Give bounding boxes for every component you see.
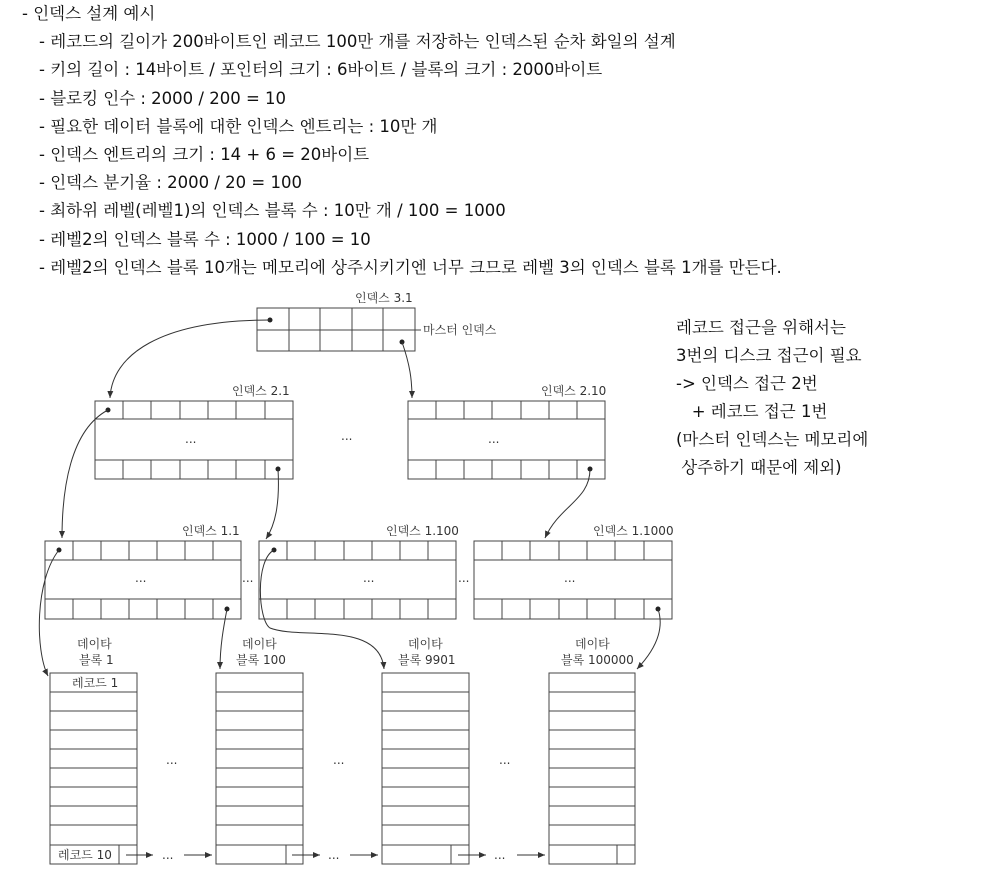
first-record-label: 레코드 1 [72,676,119,690]
access-note-line: -> 인덱스 접근 2번 [676,374,818,393]
ellipsis: ... [162,848,174,862]
ellipsis: ... [166,753,178,767]
data-block-100000 [549,673,635,864]
ellipsis: ... [135,571,147,585]
index-1-100-label: 인덱스 1.100 [386,524,459,538]
index-2-10-label: 인덱스 2.10 [541,384,607,398]
data-block-label: 데이타 [77,637,112,651]
ellipsis: ... [458,571,470,585]
last-record-label: 레코드 10 [58,848,112,862]
data-block-9901 [382,673,469,864]
note-item: - 최하위 레벨(레벨1)의 인덱스 블록 수 : 10만 개 / 100 = 1000 [39,201,506,221]
data-block-label: 블록 9901 [398,653,456,667]
pointer-arrows [39,320,660,676]
ellipsis: ... [185,432,197,446]
access-note-line: 3번의 디스크 접근이 필요 [676,346,862,365]
ellipsis: ... [341,429,353,443]
ellipsis: ... [494,848,506,862]
data-block-label: 블록 100 [236,653,286,667]
data-block-label: 데이타 [408,637,443,651]
data-block-100 [216,673,303,864]
ellipsis: ... [363,571,375,585]
index-2-1-label: 인덱스 2.1 [232,384,290,398]
ellipsis: ... [328,848,340,862]
note-item: - 레코드의 길이가 200바이트인 레코드 100만 개를 저장하는 인덱스된 순차 화일의 설계 [39,32,676,52]
access-note-line: + 레코드 접근 1번 [676,402,828,421]
ellipsis: ... [564,571,576,585]
note-item: - 레벨2의 인덱스 블록 10개는 메모리에 상주시키기엔 너무 크므로 레벨 3의 인덱스 블록 1개를 만든다. [39,257,782,277]
ellipsis: ... [499,753,511,767]
index-block-2-10 [408,401,605,479]
ellipsis: ... [488,432,500,446]
ellipsis: ... [242,571,254,585]
access-note-line: 레코드 접근을 위해서는 [676,318,846,337]
notes-title: - 인덱스 설계 예시 [22,4,156,23]
data-block-label: 블록 100000 [561,653,634,667]
note-item: - 인덱스 분기율 : 2000 / 20 = 100 [39,173,302,193]
note-item: - 인덱스 엔트리의 크기 : 14 + 6 = 20바이트 [39,145,370,165]
data-block-label: 데이타 [575,637,610,651]
master-index-caption: 마스터 인덱스 [423,323,497,337]
access-note-line: 상주하기 때문에 제외) [676,458,842,477]
note-item: - 레벨2의 인덱스 블록 수 : 1000 / 100 = 10 [39,229,371,249]
master-index-block [257,308,415,351]
data-block-label: 데이타 [242,637,277,651]
data-block-1 [50,673,137,864]
data-block-label: 블록 1 [79,653,114,667]
note-item: - 키의 길이 : 14바이트 / 포인터의 크기 : 6바이트 / 블록의 크기 : 2000바이트 [39,60,603,80]
note-item: - 블로킹 인수 : 2000 / 200 = 10 [39,88,287,108]
master-index-label: 인덱스 3.1 [355,291,413,305]
index-block-1-100 [259,541,456,619]
index-1-1-label: 인덱스 1.1 [182,524,240,538]
note-item: - 필요한 데이터 블록에 대한 인덱스 엔트리는 : 10만 개 [39,116,438,136]
access-note-line: (마스터 인덱스는 메모리에 [676,430,869,449]
ellipsis: ... [333,753,345,767]
index-1-1000-label: 인덱스 1.1000 [593,524,674,538]
